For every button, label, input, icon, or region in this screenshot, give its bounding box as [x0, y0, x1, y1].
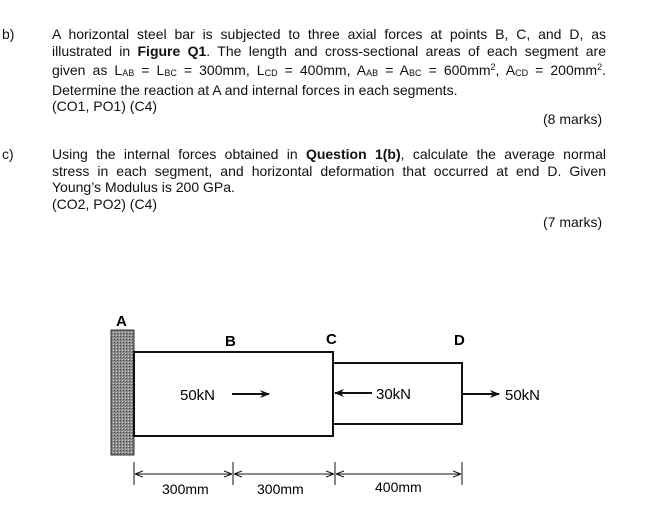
part-b-line-1: A horizontal steel bar is subjected to three axial forces at points B, C, and D, as	[52, 26, 606, 42]
point-a-label: A	[116, 313, 127, 330]
part-b-outcomes: (CO1, PO1) (C4)	[52, 98, 158, 114]
part-c-line-3: Young’s Modulus is 200 GPa.	[52, 179, 235, 195]
fixed-support-wall	[111, 330, 134, 455]
part-b-line-2: illustrated in Figure Q1. The length and cross-sectional areas of each segment are	[52, 42, 606, 59]
figure-ref: Figure Q1	[137, 42, 207, 59]
part-c-outcomes: (CO2, PO2) (C4)	[52, 195, 158, 212]
point-b-label: B	[225, 333, 236, 350]
part-b-label: b)	[2, 26, 15, 42]
point-c-label: C	[326, 331, 337, 348]
force-d-label: 50kN	[505, 387, 541, 404]
point-d-label: D	[454, 332, 465, 349]
part-c-line-1: Using the internal forces obtained in Question 1(b), calculate the average normal	[52, 146, 606, 162]
force-c-label: 30kN	[376, 386, 412, 403]
part-c-label: c)	[2, 146, 14, 162]
part-c-line-2: stress in each segment, and horizontal deformation that occurred at end D. Given	[52, 162, 606, 179]
part-b-line-3: given as $L_{AB} = L_{BC} = 300mm$, $L_{CD} = 400mm$, $A_{AB} = A_{BC} = 600mm^2$, $A_{CD} = 200mm^2$.	[52, 62, 606, 78]
dim-cd-label: 400mm	[375, 479, 422, 495]
dim-ab-label: 300mm	[162, 481, 209, 497]
part-b-marks: (8 marks)	[543, 111, 603, 127]
dim-bc-label: 300mm	[257, 481, 304, 497]
question-ref: Question 1(b)	[305, 146, 401, 162]
force-b-label: 50kN	[180, 387, 216, 404]
part-c-marks: (7 marks)	[543, 214, 603, 230]
part-b-line-4: Determine the reaction at A and internal forces in each segments.	[52, 81, 458, 98]
